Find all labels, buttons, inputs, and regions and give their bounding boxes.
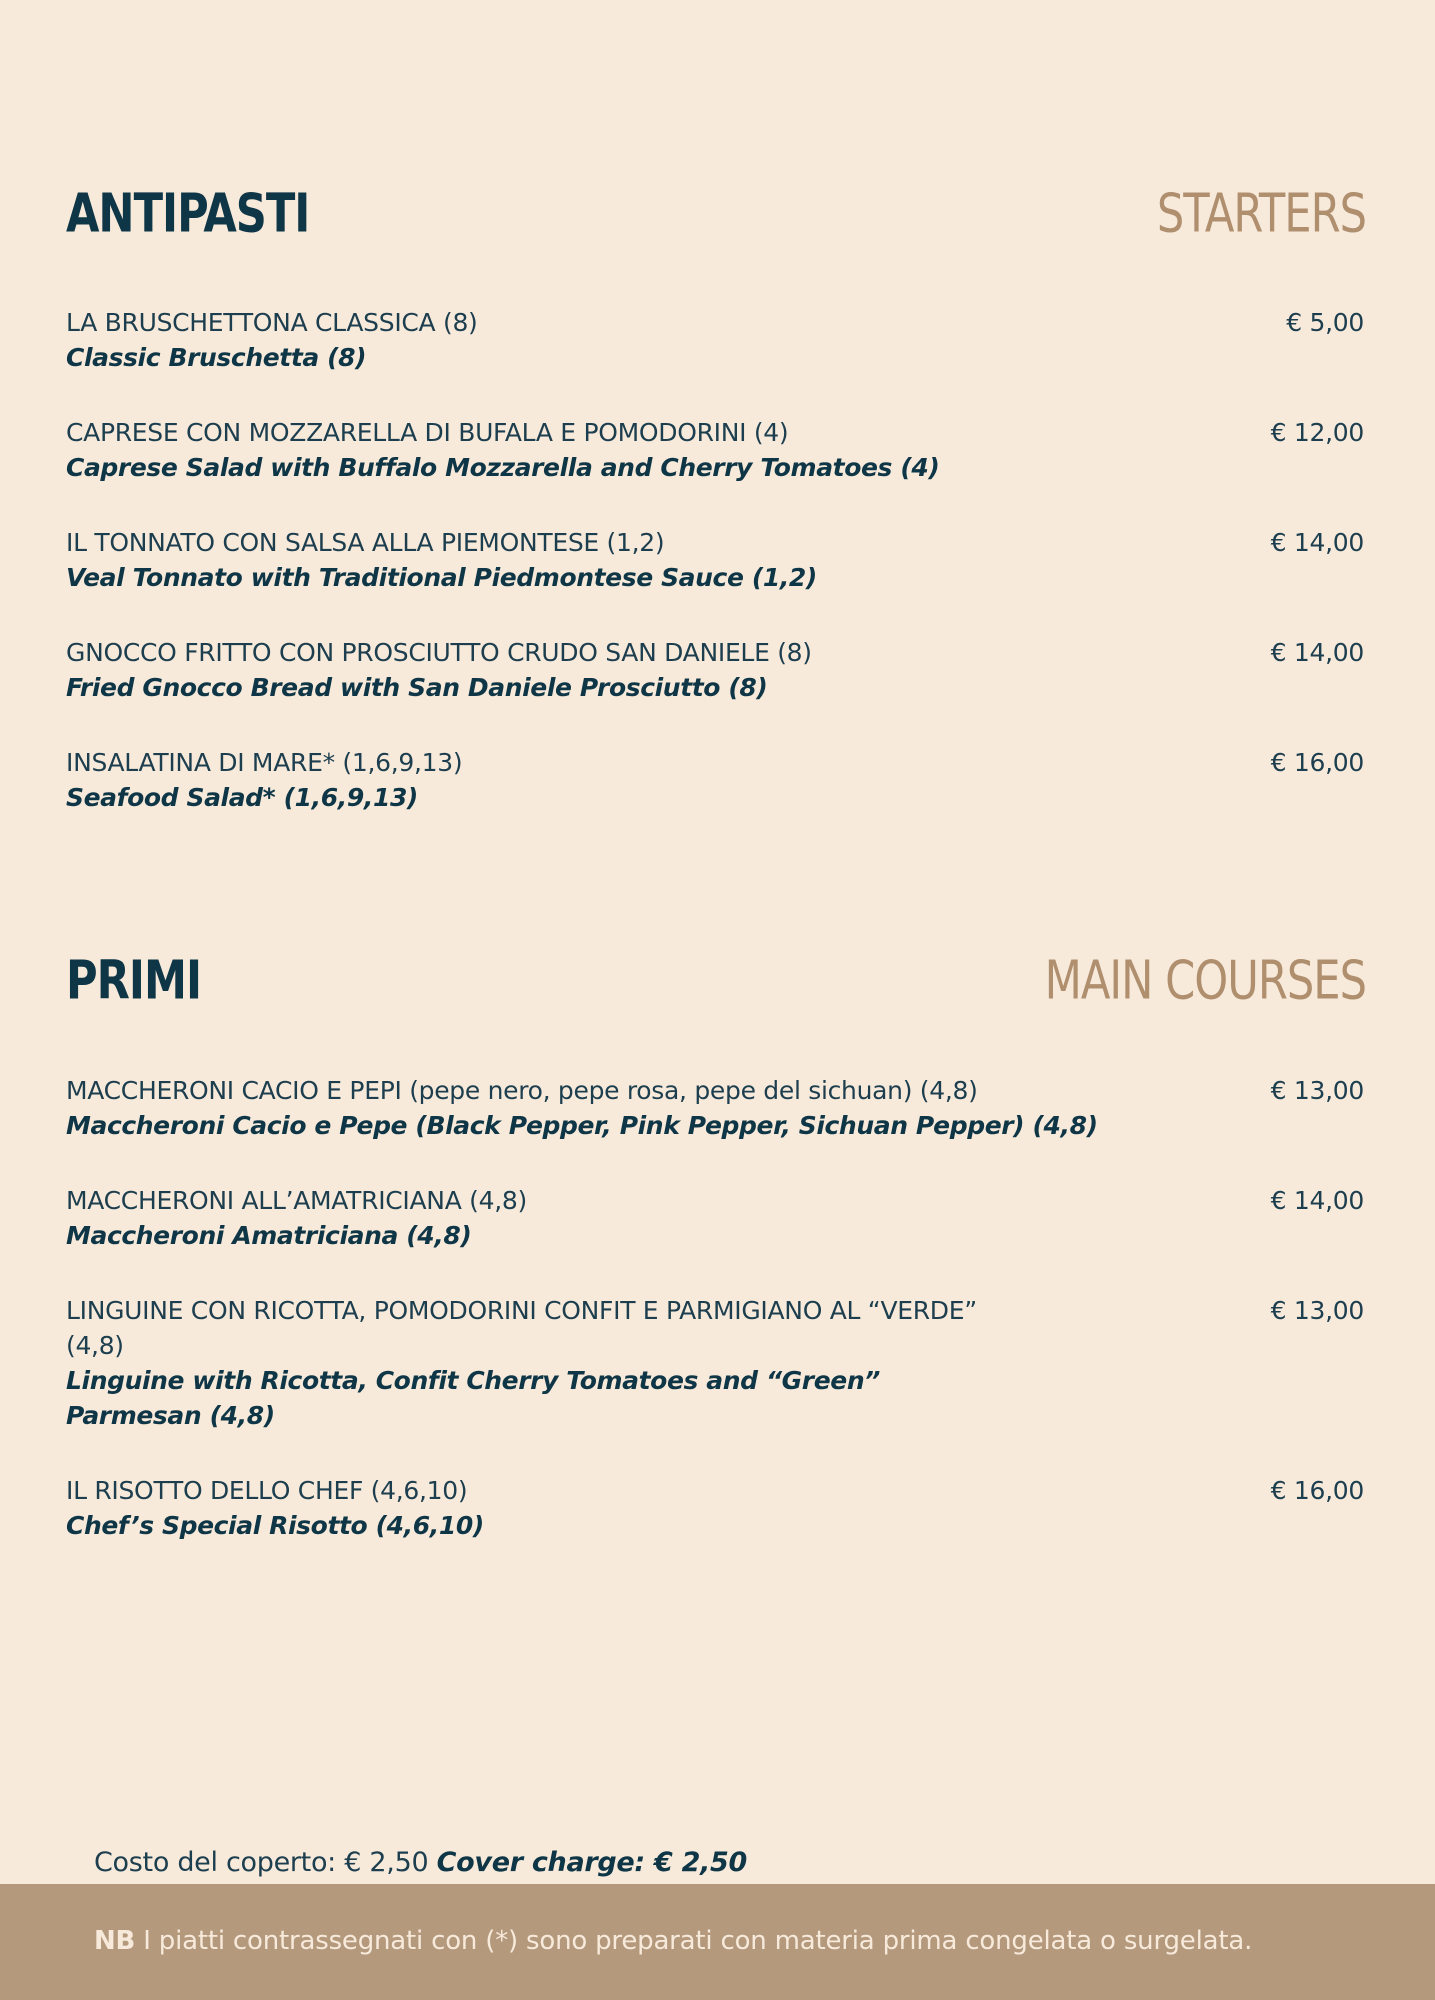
cover-charge-italian: Costo del coperto: € 2,50	[94, 1847, 429, 1878]
menu-item	[66, 1183, 1366, 1253]
footer-nb-label: NB	[94, 1926, 136, 1956]
item-name-italian: LA BRUSCHETTONA CLASSICA (8)	[66, 308, 478, 337]
item-name-english: Linguine with Ricotta, Confit Cherry Tomatoes and “Green” Parmesan (4,8)	[66, 1366, 880, 1430]
menu-item	[66, 745, 1366, 815]
item-name-english: Veal Tonnato with Traditional Piedmontese Sauce (1,2)	[66, 563, 817, 592]
item-name-english: Maccheroni Cacio e Pepe (Black Pepper, Pink Pepper, Sichuan Pepper) (4,8)	[66, 1111, 1098, 1140]
item-price: € 5,00	[1286, 308, 1364, 337]
section-title-italian: PRIMI	[66, 949, 201, 1012]
item-price: € 14,00	[1270, 638, 1364, 667]
cover-charge-english: Cover charge: € 2,50	[436, 1847, 748, 1878]
item-price: € 12,00	[1270, 418, 1364, 447]
menu-item	[66, 415, 1366, 485]
menu-item	[66, 525, 1366, 595]
item-name-english: Maccheroni Amatriciana (4,8)	[66, 1221, 472, 1250]
menu-item	[66, 1293, 1366, 1433]
item-name-italian: CAPRESE CON MOZZARELLA DI BUFALA E POMODORINI (4)	[66, 418, 789, 447]
section-antipasti	[66, 182, 1366, 812]
section-primi	[66, 949, 1366, 1540]
section-header	[66, 182, 1366, 252]
item-name-english: Classic Bruschetta (8)	[66, 343, 367, 372]
section-header	[66, 949, 1366, 1019]
footer-note	[94, 1924, 1252, 1958]
menu-item	[66, 1473, 1366, 1543]
item-name-english: Seafood Salad* (1,6,9,13)	[66, 783, 418, 812]
menu-item	[66, 305, 1366, 375]
item-name-italian: INSALATINA DI MARE* (1,6,9,13)	[66, 748, 463, 777]
item-name-italian: IL TONNATO CON SALSA ALLA PIEMONTESE (1,2)	[66, 528, 665, 557]
item-price: € 13,00	[1270, 1296, 1364, 1325]
item-price: € 16,00	[1270, 748, 1364, 777]
section-title-english: MAIN COURSES	[1044, 949, 1366, 1012]
footer-note-text: I piatti contrassegnati con (*) sono preparati con materia prima congelata o surgelata.	[143, 1926, 1253, 1956]
menu-item	[66, 1073, 1366, 1143]
item-name-italian: MACCHERONI ALL’AMATRICIANA (4,8)	[66, 1186, 527, 1215]
item-name-italian: GNOCCO FRITTO CON PROSCIUTTO CRUDO SAN DANIELE (8)	[66, 638, 812, 667]
item-name-italian: LINGUINE CON RICOTTA, POMODORINI CONFIT E PARMIGIANO AL “VERDE” (4,8)	[66, 1296, 977, 1360]
item-price: € 13,00	[1270, 1076, 1364, 1105]
cover-charge	[94, 1843, 747, 1883]
item-price: € 16,00	[1270, 1476, 1364, 1505]
item-name-italian: IL RISOTTO DELLO CHEF (4,6,10)	[66, 1476, 468, 1505]
section-title-italian: ANTIPASTI	[66, 182, 310, 245]
footer-note-band	[0, 1884, 1435, 2000]
section-title-english: STARTERS	[1156, 182, 1366, 245]
menu-item-list	[66, 1073, 1366, 1583]
menu-item	[66, 635, 1366, 705]
item-price: € 14,00	[1270, 1186, 1364, 1215]
menu-item-list	[66, 305, 1366, 855]
item-name-english: Chef’s Special Risotto (4,6,10)	[66, 1511, 484, 1540]
item-name-english: Caprese Salad with Buffalo Mozzarella and Cherry Tomatoes (4)	[66, 453, 940, 482]
item-name-italian: MACCHERONI CACIO E PEPI (pepe nero, pepe rosa, pepe del sichuan) (4,8)	[66, 1076, 978, 1105]
item-name-english: Fried Gnocco Bread with San Daniele Prosciutto (8)	[66, 673, 768, 702]
item-price: € 14,00	[1270, 528, 1364, 557]
